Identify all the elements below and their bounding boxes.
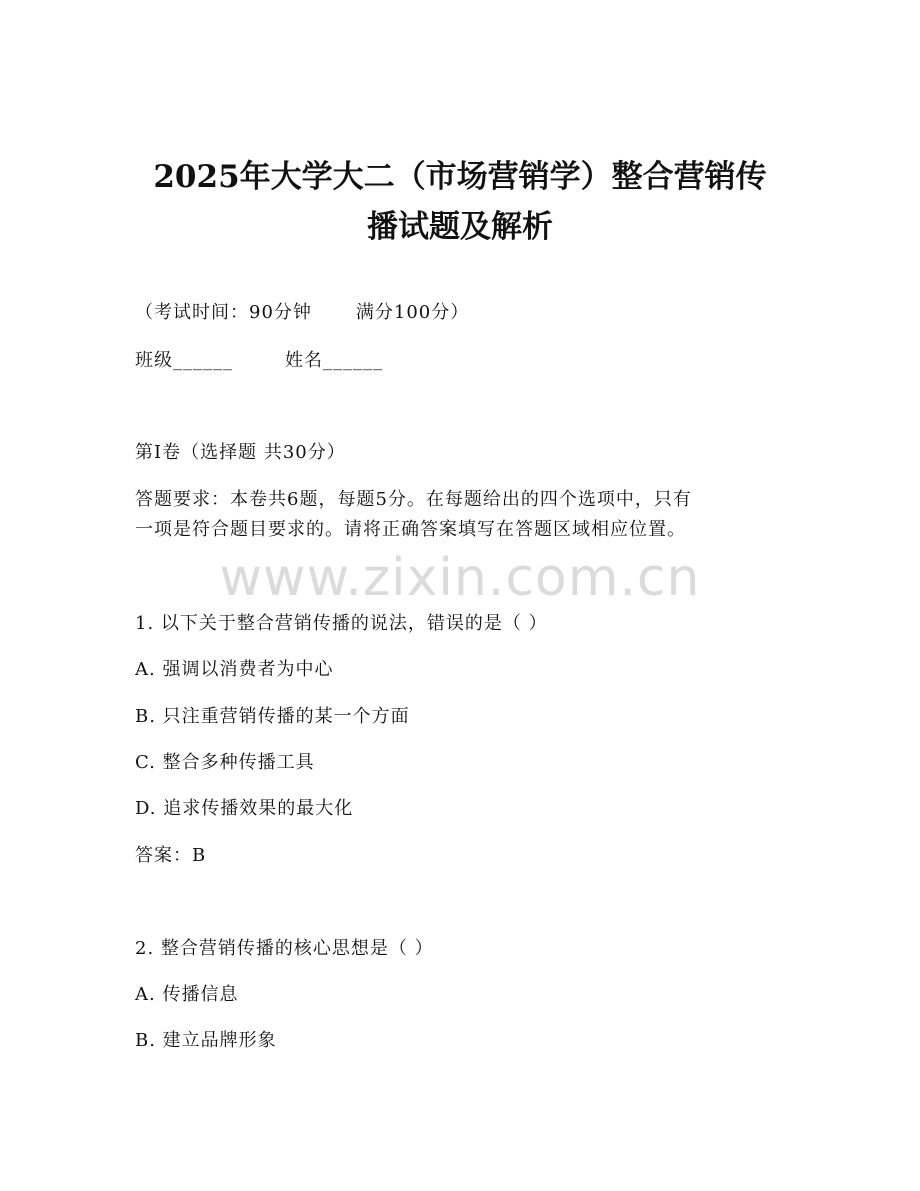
question-2-stem: 2. 整合营销传播的核心思想是（ ） — [135, 938, 434, 959]
question-2-option-a: A. 传播信息 — [135, 984, 239, 1005]
section-heading: 第Ⅰ卷（选择题 共30分） — [135, 442, 346, 463]
exam-time: （考试时间：90分钟 — [135, 302, 312, 323]
document-title-line-2: 播试题及解析 — [367, 209, 553, 245]
question-1-option-c: C. 整合多种传播工具 — [135, 752, 315, 773]
document-title-line-1: 2025年大学大二（市场营销学）整合营销传 — [153, 159, 767, 195]
question-1-option-a: A. 强调以消费者为中心 — [135, 659, 334, 680]
question-1-option-d: D. 追求传播效果的最大化 — [135, 798, 354, 819]
question-1-answer: 答案：B — [135, 845, 207, 866]
instructions-line-1: 答题要求：本卷共6题，每题5分。在每题给出的四个选项中，只有 — [135, 489, 692, 510]
watermark: www.zixin.com.cn — [219, 548, 701, 608]
exam-info — [135, 300, 469, 326]
question-1-stem: 1. 以下关于整合营销传播的说法，错误的是（ ） — [135, 613, 548, 634]
exam-score: 满分100分） — [355, 302, 470, 323]
name-field: 姓名______ — [285, 350, 383, 371]
question-2-option-b: B. 建立品牌形象 — [135, 1030, 277, 1051]
student-fields — [135, 348, 383, 374]
class-field: 班级______ — [135, 350, 233, 371]
question-1-option-b: B. 只注重营销传播的某一个方面 — [135, 706, 410, 727]
instructions-line-2: 一项是符合题目要求的。请将正确答案填写在答题区域相应位置。 — [135, 519, 686, 540]
